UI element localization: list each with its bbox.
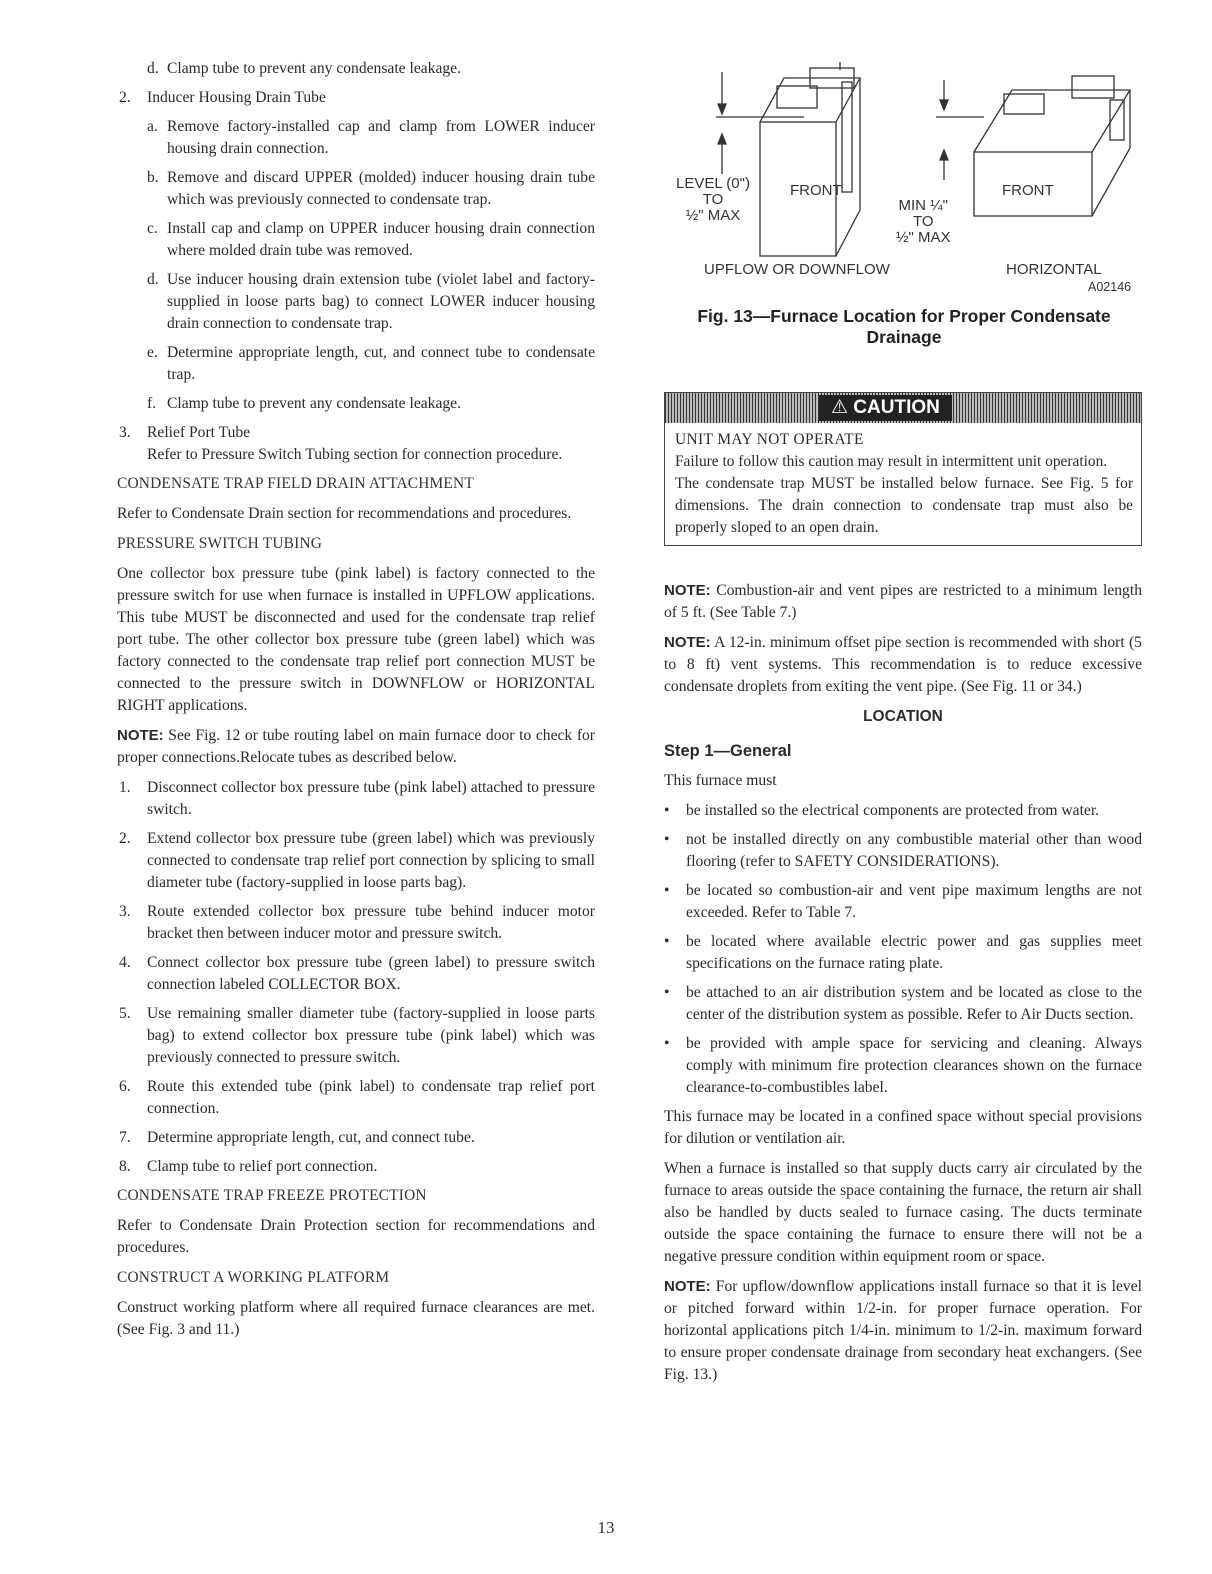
note-label: NOTE:: [664, 634, 711, 651]
list-item: 3. Relief Port Tube Refer to Pressure Switch Tubing section for connection procedure.: [119, 424, 563, 463]
bullet-item: • be installed so the electrical components are protected from water.: [664, 802, 1100, 819]
caution-badge: ⚠ CAUTION: [819, 395, 952, 421]
note-label: NOTE:: [664, 1278, 711, 1295]
caution-title: UNIT MAY NOT OPERATE: [675, 431, 864, 448]
list-item: b. Remove and discard UPPER (molded) inducer housing drain tube which was previously connected to condensate trap.: [147, 169, 595, 208]
list-item: a. Remove factory-installed cap and clamp from LOWER inducer housing drain connection.: [147, 118, 595, 157]
list-item: 1. Disconnect collector box pressure tube (pink label) attached to pressure switch.: [119, 779, 595, 818]
page-number: 13: [597, 1518, 615, 1537]
note-paragraph: NOTE: See Fig. 12 or tube routing label on main furnace door to check for proper connections.Relocate tubes as described below.: [117, 727, 595, 766]
list-item: 2. Extend collector box pressure tube (green label) which was previously connected to condensate trap relief port connection by splicing to small diameter tube (factory-supplied in loose parts bag).: [119, 830, 595, 891]
caution-body: [665, 423, 1141, 545]
list-item: c. Install cap and clamp on UPPER inducer housing drain connection where molded drain tube was removed.: [147, 220, 595, 259]
paragraph: Refer to Condensate Drain Protection section for recommendations and procedures.: [117, 1217, 595, 1256]
paragraph: Refer to Condensate Drain section for recommendations and procedures.: [117, 505, 572, 522]
figure-code: A02146: [1088, 280, 1132, 294]
bullet-item: • be provided with ample space for servicing and cleaning. Always comply with minimum fire protection clearances shown on the furnace clearance-to-combustibles label.: [664, 1035, 1142, 1096]
level-label: LEVEL (0") TO ½" MAX: [676, 175, 750, 224]
paragraph: This furnace must: [664, 772, 777, 789]
paragraph: Construct working platform where all required furnace clearances are met. (See Fig. 3 and 11.): [117, 1299, 595, 1338]
list-item: d. Use inducer housing drain extension tube (violet label and factory-supplied in loose parts bag) to connect LOWER inducer housing drain connection to condensate trap.: [147, 271, 595, 332]
bullet-item: • be attached to an air distribution system and be located as close to the center of the distribution system as possible. Refer to Air Ducts section.: [664, 984, 1142, 1023]
section-heading: CONDENSATE TRAP FREEZE PROTECTION: [117, 1187, 427, 1204]
section-heading: CONSTRUCT A WORKING PLATFORM: [117, 1269, 390, 1286]
right-column: [664, 580, 1142, 1394]
list-item: 4. Connect collector box pressure tube (green label) to pressure switch connection labeled COLLECTOR BOX.: [119, 954, 595, 993]
figure-13: [664, 60, 1144, 296]
list-item: 3. Route extended collector box pressure tube behind inducer motor bracket then between inducer motor and pressure switch.: [119, 903, 595, 942]
list-item: 8. Clamp tube to relief port connection.: [119, 1158, 378, 1175]
list-item: 5. Use remaining smaller diameter tube (factory-supplied in loose parts bag) to extend collector box pressure tube (pink label) which was previously connected to pressure switch.: [119, 1005, 595, 1066]
note-paragraph: NOTE: A 12-in. minimum offset pipe section is recommended with short (5 to 8 ft) vent systems. This recommendation is to reduce excessive condensate droplets from exiting the vent pipe. (See Fig. 11 or 34.): [664, 634, 1142, 695]
list-item: e. Determine appropriate length, cut, and connect tube to condensate trap.: [147, 344, 595, 383]
note-label: NOTE:: [664, 582, 711, 599]
figure-caption: Fig. 13—Furnace Location for Proper Condensate Drainage: [697, 306, 1111, 347]
note-paragraph: NOTE: Combustion-air and vent pipes are restricted to a minimum length of 5 ft. (See Table 7.): [664, 582, 1142, 621]
left-column: [117, 58, 595, 1349]
caution-box: [664, 392, 1142, 546]
paragraph: This furnace may be located in a confined space without special provisions for dilution or ventilation air.: [664, 1108, 1142, 1147]
front-label-horizontal: FRONT: [1002, 182, 1054, 199]
section-heading-location: LOCATION: [863, 708, 943, 725]
section-heading: PRESSURE SWITCH TUBING: [117, 535, 323, 552]
list-item: 2. Inducer Housing Drain Tube: [119, 89, 326, 106]
list-item: d. Clamp tube to prevent any condensate leakage.: [147, 60, 462, 77]
section-heading: CONDENSATE TRAP FIELD DRAIN ATTACHMENT: [117, 475, 474, 492]
list-item: 6. Route this extended tube (pink label) to condensate trap relief port connection.: [119, 1078, 595, 1117]
list-item: 7. Determine appropriate length, cut, and connect tube.: [119, 1129, 475, 1146]
list-item: f. Clamp tube to prevent any condensate leakage.: [147, 395, 462, 412]
caution-text: Failure to follow this caution may result in intermittent unit operation. The condensate trap MUST be installed below furnace. See Fig. 5 for dimensions. The drain connection to condensate trap must also be properly sloped to an open drain.: [675, 453, 1133, 536]
upflow-label: UPFLOW OR DOWNFLOW: [704, 261, 890, 278]
step-heading: Step 1—General: [664, 742, 792, 760]
horizontal-label: HORIZONTAL: [1006, 261, 1102, 278]
note-paragraph: NOTE: For upflow/downflow applications install furnace so that it is level or pitched forward within 1/2-in. for proper furnace operation. For horizontal applications pitch 1/4-in. minimum to 1/2-in. maximum forward to ensure proper condensate drainage from secondary heat exchangers. (See Fig. 13.): [664, 1278, 1142, 1383]
front-label-upflow: FRONT: [790, 182, 842, 199]
paragraph: One collector box pressure tube (pink label) is factory connected to the pressure switch for use when furnace is installed in UPFLOW applications. This tube MUST be disconnected and used for the condensate trap relief port tube. The other collector box pressure tube (green label) which was factory connected to the condensate trap relief port connection MUST be connected to the pressure switch in DOWNFLOW or HORIZONTAL RIGHT applications.: [117, 565, 595, 714]
bullet-item: • be located where available electric power and gas supplies meet specifications on the furnace rating plate.: [664, 933, 1142, 972]
note-label: NOTE:: [117, 727, 164, 744]
bullet-item: • not be installed directly on any combustible material other than wood flooring (refer to SAFETY CONSIDERATIONS).: [664, 831, 1142, 870]
bullet-item: • be located so combustion-air and vent pipe maximum lengths are not exceeded. Refer to Table 7.: [664, 882, 1142, 921]
paragraph: When a furnace is installed so that supply ducts carry air circulated by the furnace to areas outside the space containing the furnace, the return air shall also be handled by ducts sealed to furnace casing. The ducts terminate outside the space containing the furnace to ensure there will not be a negative pressure condition within equipment room or space.: [664, 1160, 1142, 1265]
min-label: MIN ¼" TO ½" MAX: [896, 197, 951, 246]
caution-banner: [665, 393, 1141, 423]
